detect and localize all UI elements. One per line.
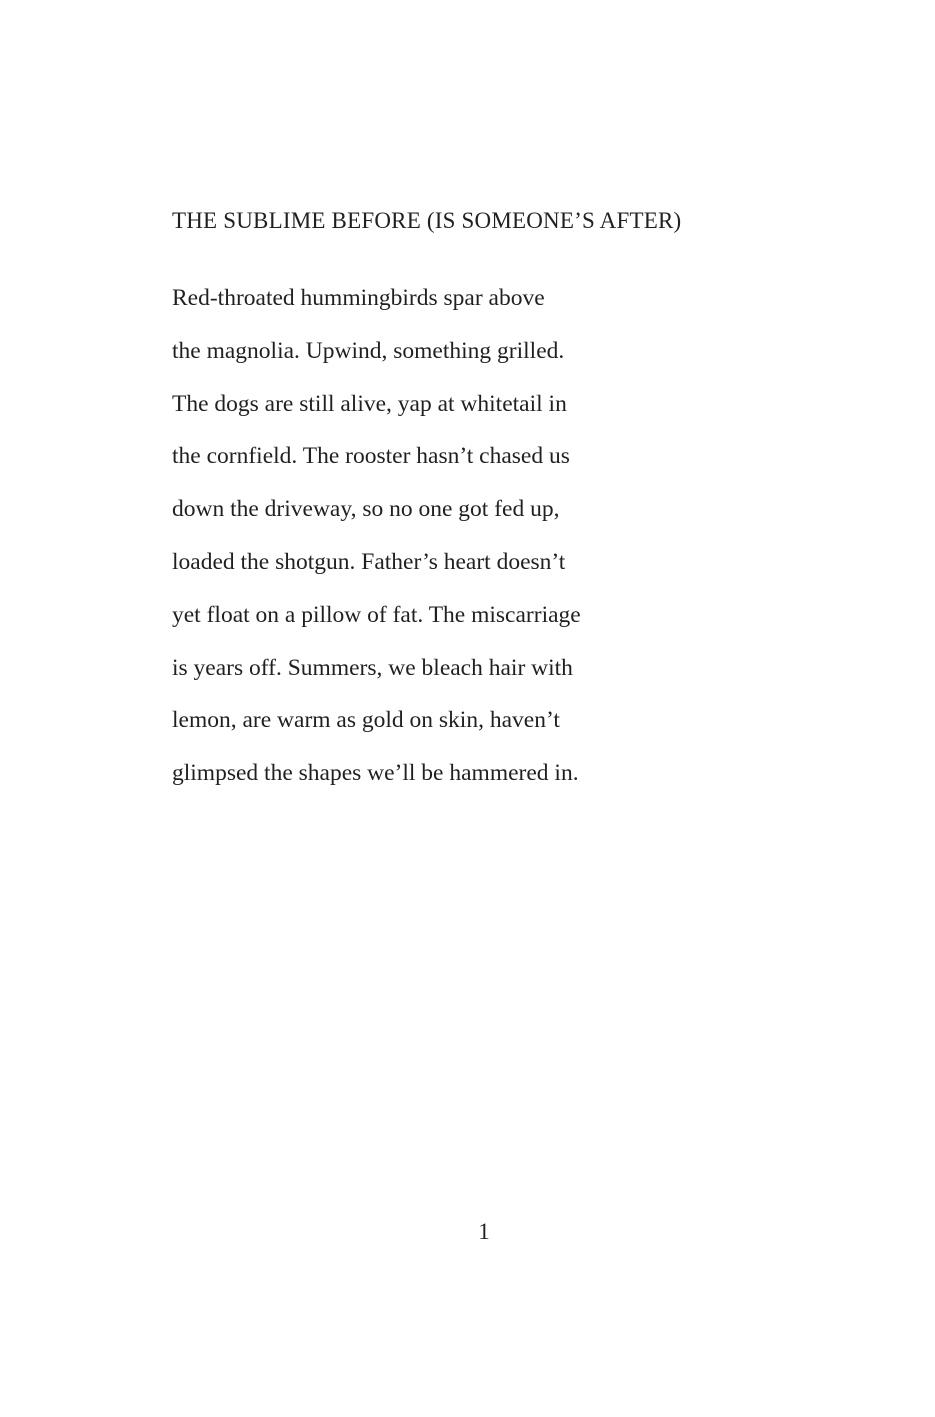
poem-line-4: the cornfield. The rooster hasn’t chased us (172, 443, 570, 470)
poem-line-10: glimpsed the shapes we’ll be hammered in. (172, 760, 579, 787)
poem-stanza (172, 283, 581, 811)
poem-line-6: loaded the shotgun. Father’s heart doesn’t (172, 548, 566, 575)
poem-line-8: is years off. Summers, we bleach hair with (172, 654, 573, 681)
poem-line-3: The dogs are still alive, yap at whitetail in (172, 390, 567, 417)
page-number: 1 (478, 1219, 490, 1244)
poem-line-2: the magnolia. Upwind, something grilled. (172, 337, 565, 364)
poem-line-7: yet float on a pillow of fat. The miscarriage (172, 601, 581, 628)
poem-title: THE SUBLIME BEFORE (IS SOMEONE’S AFTER) (172, 208, 682, 233)
poem-line-5: down the driveway, so no one got fed up, (172, 496, 560, 523)
poem-line-9: lemon, are warm as gold on skin, haven’t (172, 707, 560, 734)
poem-line-1: Red-throated hummingbirds spar above (172, 285, 545, 311)
